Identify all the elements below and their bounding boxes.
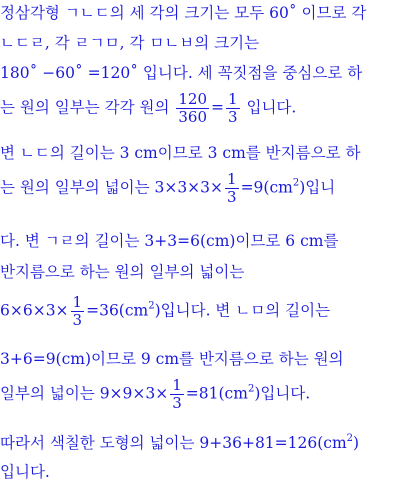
denominator: 3 (227, 187, 237, 206)
text-line-9 (0, 294, 330, 329)
fraction (226, 91, 240, 126)
denominator: 3 (228, 107, 238, 126)
text-line-2: ㄴㄷㄹ, 각 ㄹㄱㅁ, 각 ㅁㄴㅂ의 크기는 (0, 34, 260, 52)
text-segment: 는 원의 일부는 각각 원의 (0, 98, 175, 117)
text-line-4 (0, 91, 296, 126)
numerator: 1 (172, 376, 182, 394)
text-segment: =36(cm (86, 301, 149, 320)
exponent: 2 (346, 433, 354, 444)
exponent: 2 (148, 300, 155, 312)
text-line-10: 3+6=9(cm)이므로 9 cm를 반지름으로 하는 원의 (0, 350, 344, 368)
text-line-13: 입니다. (0, 463, 50, 481)
text-segment: )입니 (299, 178, 336, 197)
text-line-1: 정삼각형 ㄱㄴㄷ의 세 각의 크기는 모두 60˚ 이므로 각 (0, 4, 367, 22)
denominator: 3 (72, 310, 83, 329)
text-segment: ) (353, 434, 360, 452)
text-segment: 6×6×3× (0, 301, 69, 320)
text-segment: 따라서 색칠한 도형의 넓이는 9+36+81=126(cm (0, 434, 347, 452)
text-segment: 는 원의 일부의 넓이는 3×3×3× (0, 178, 224, 197)
denominator: 360 (178, 107, 208, 126)
text-line-3: 180˚ −60˚ =120˚ 입니다. 세 꼭짓점을 중심으로 하 (0, 64, 363, 82)
text-segment: 일부의 넓이는 9×9×3× (0, 384, 169, 403)
numerator: 1 (227, 170, 237, 188)
text-line-5: 변 ㄴㄷ의 길이는 3 cm이므로 3 cm를 반지름으로 하 (0, 144, 361, 162)
text-segment: =9(cm (240, 178, 293, 197)
text-line-11 (0, 377, 310, 412)
fraction (71, 294, 85, 329)
numerator: 1 (72, 293, 83, 311)
exponent: 2 (292, 177, 300, 189)
numerator: 120 (178, 90, 208, 108)
equals-sign: = (211, 98, 225, 117)
exponent: 2 (247, 383, 255, 395)
denominator: 3 (172, 393, 182, 412)
fraction (170, 377, 184, 412)
text-segment: )입니다. 변 ㄴㅁ의 길이는 (154, 301, 331, 320)
text-line-8: 반지름으로 하는 원의 일부의 넓이는 (0, 263, 245, 281)
text-segment: =81(cm (185, 384, 248, 403)
text-segment: 입니다. (241, 98, 297, 117)
fraction (225, 171, 239, 206)
numerator: 1 (228, 90, 238, 108)
text-line-6 (0, 171, 335, 206)
fraction (176, 91, 209, 126)
text-line-7: 다. 변 ㄱㄹ의 길이는 3+3=6(cm)이므로 6 cm를 (0, 232, 339, 250)
text-segment: )입니다. (254, 384, 311, 403)
text-line-12 (0, 433, 359, 453)
